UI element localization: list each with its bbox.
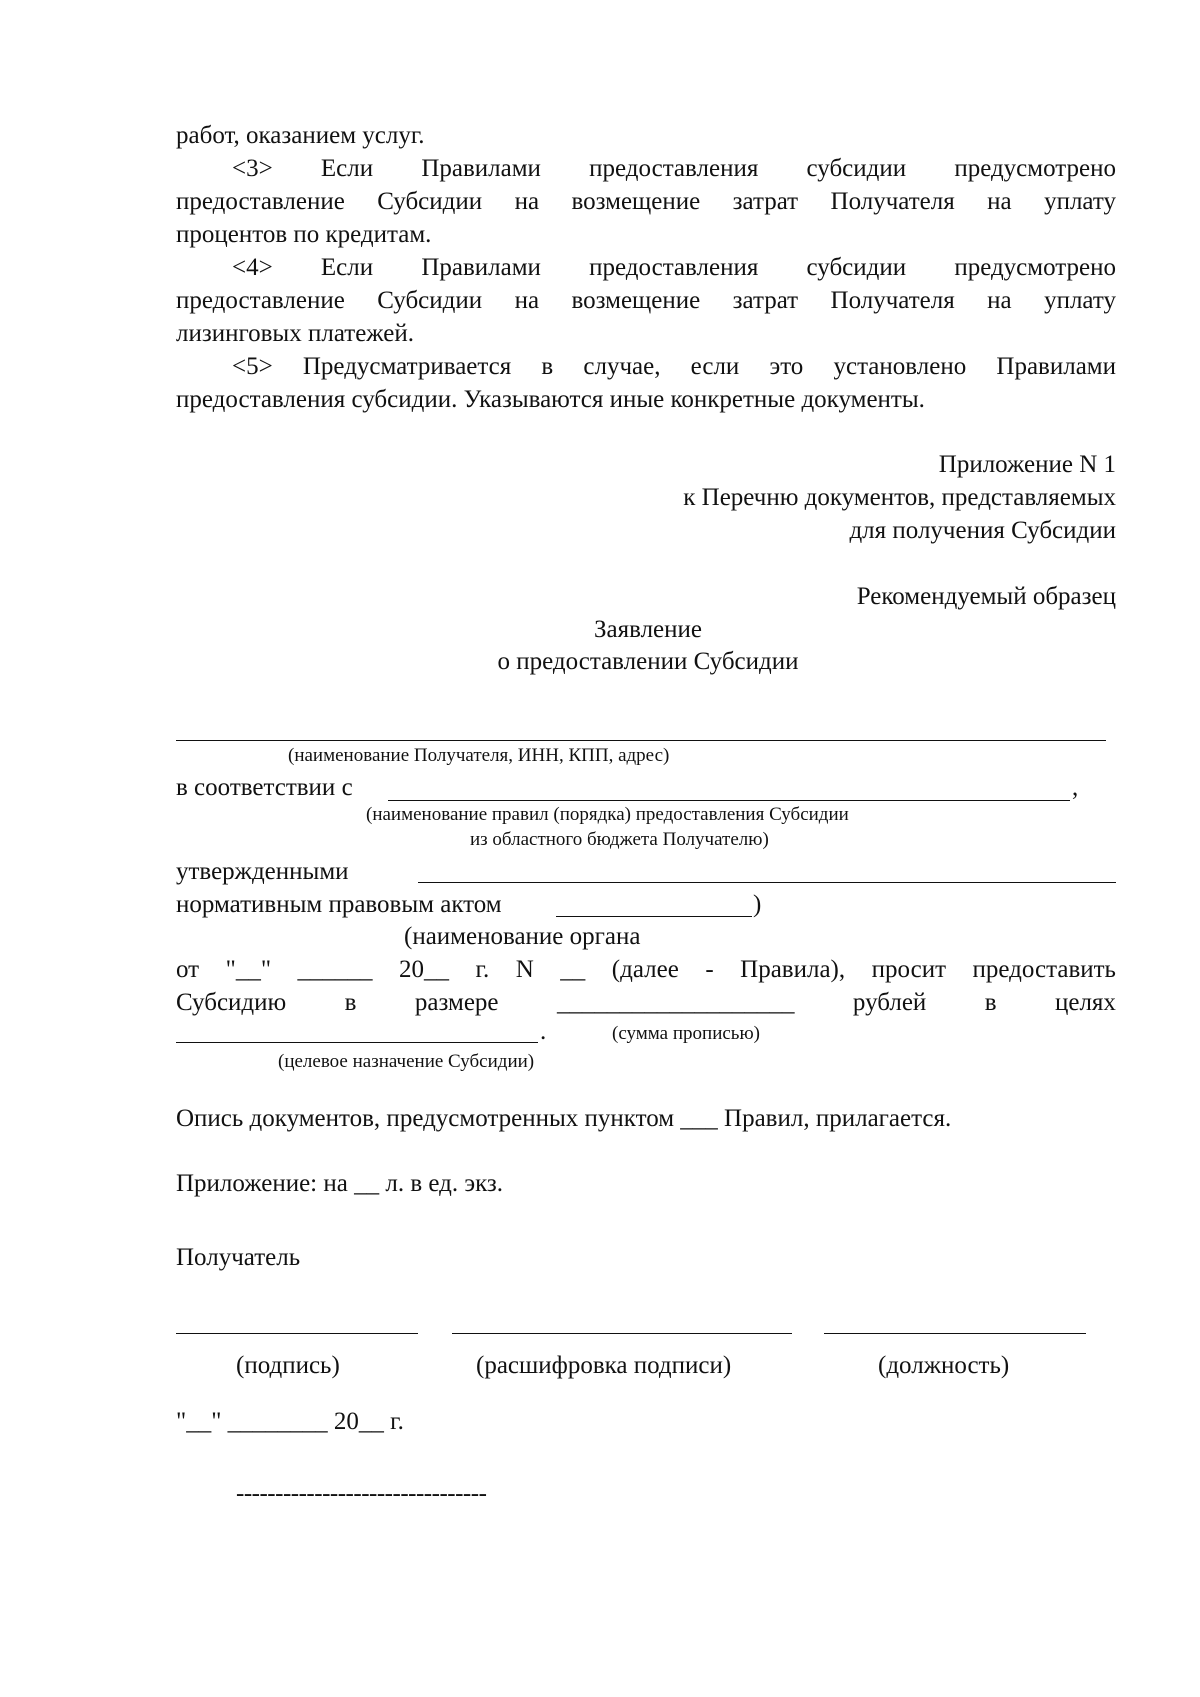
word: Получателя xyxy=(830,188,955,215)
appendix-line-3: для получения Субсидии xyxy=(849,517,1116,544)
rules-name-line[interactable] xyxy=(388,800,1070,801)
word: __ xyxy=(560,956,586,983)
word: на xyxy=(514,188,540,215)
word: на xyxy=(987,287,1012,314)
recipient-name-line[interactable] xyxy=(176,740,1106,741)
word: <5> xyxy=(232,353,273,380)
inventory-statement: Опись документов, предусмотренных пунктом ___ Правил, прилагается. xyxy=(176,1105,952,1132)
word: возмещение xyxy=(571,287,701,314)
position-label: (должность) xyxy=(878,1352,1010,1379)
word: Если xyxy=(320,155,374,182)
word: целях xyxy=(1054,989,1116,1016)
appendix-number: Приложение N 1 xyxy=(938,451,1116,478)
word: Правила), xyxy=(740,956,846,983)
hint-rules-2: из областного бюджета Получателю) xyxy=(470,829,769,850)
word: <3> xyxy=(232,155,273,182)
signature-decode-line[interactable] xyxy=(452,1333,792,1334)
word: если xyxy=(690,353,740,380)
word: - xyxy=(705,956,714,983)
footnote-tail: работ, оказанием услуг. xyxy=(176,122,425,149)
word: ______ xyxy=(297,956,373,983)
word: рублей xyxy=(852,989,927,1016)
footnote-5-line-2: предоставления субсидии. Указываются иные конкретные документы. xyxy=(176,386,925,413)
footnote-4-line-3: лизинговых платежей. xyxy=(176,320,414,347)
signature-label: (подпись) xyxy=(236,1352,340,1379)
word: предусмотрено xyxy=(954,254,1116,281)
normative-act-label: нормативным правовым актом xyxy=(176,891,502,918)
word: (далее xyxy=(611,956,679,983)
paren-close: ) xyxy=(753,891,762,918)
word: "__" xyxy=(225,956,272,983)
word: случае, xyxy=(583,353,661,380)
word: г. xyxy=(475,956,490,983)
recipient-label: Получатель xyxy=(176,1244,301,1271)
purpose-line[interactable] xyxy=(176,1042,538,1043)
footnote-4-line-1 xyxy=(232,252,1116,284)
word: Предусматривается xyxy=(302,353,512,380)
word: предоставление xyxy=(176,188,345,215)
word: Правилами xyxy=(421,254,541,281)
word: в xyxy=(984,989,997,1016)
word: просит xyxy=(871,956,947,983)
purpose-dot: . xyxy=(540,1018,547,1045)
word: Субсидии xyxy=(377,188,483,215)
footnote-3-line-1 xyxy=(232,153,1116,185)
word: N xyxy=(515,956,534,983)
hint-sum: (сумма прописью) xyxy=(612,1023,760,1044)
hint-purpose: (целевое назначение Субсидии) xyxy=(278,1051,535,1072)
word: субсидии xyxy=(806,155,907,182)
word: предусмотрено xyxy=(954,155,1116,182)
word: субсидии xyxy=(806,254,907,281)
word: <4> xyxy=(232,254,273,281)
footnote-4-line-2 xyxy=(176,285,1116,317)
word: возмещение xyxy=(571,188,701,215)
signature-decode-label: (расшифровка подписи) xyxy=(476,1352,732,1379)
date-line xyxy=(176,954,1116,986)
appendix-line-2: к Перечню документов, представляемых xyxy=(683,484,1116,511)
word: в xyxy=(344,989,357,1016)
word: Субсидию xyxy=(176,989,287,1016)
word: установлено xyxy=(833,353,967,380)
word: Субсидии xyxy=(377,287,483,314)
attachment-statement: Приложение: на __ л. в ед. экз. xyxy=(176,1170,504,1197)
word: Правилами xyxy=(421,155,541,182)
footnote-3-line-2 xyxy=(176,186,1116,218)
word: предоставления xyxy=(589,155,759,182)
position-line[interactable] xyxy=(824,1333,1086,1334)
word: на xyxy=(987,188,1012,215)
word: 20__ xyxy=(399,956,450,983)
word: Получателя xyxy=(830,287,955,314)
normative-act-line[interactable] xyxy=(556,916,752,917)
sample-label: Рекомендуемый образец xyxy=(856,583,1116,610)
amount-line xyxy=(176,987,1116,1019)
document-title: Заявление xyxy=(593,616,703,643)
footnote-3-line-3: процентов по кредитам. xyxy=(176,221,432,248)
word: в xyxy=(541,353,554,380)
hint-organ: (наименование органа xyxy=(404,923,641,950)
approved-line[interactable] xyxy=(418,882,1116,883)
approved-label: утвержденными xyxy=(176,858,349,885)
word: на xyxy=(514,287,540,314)
signature-line[interactable] xyxy=(176,1333,418,1334)
in-accordance-label: в соответствии с xyxy=(176,774,353,801)
word: уплату xyxy=(1044,287,1116,314)
word: от xyxy=(176,956,200,983)
word: это xyxy=(769,353,804,380)
hint-rules-1: (наименование правил (порядка) предоставления Субсидии xyxy=(366,804,849,825)
hint-recipient: (наименование Получателя, ИНН, КПП, адрес) xyxy=(288,745,670,766)
word: уплату xyxy=(1044,188,1116,215)
word: предоставить xyxy=(972,956,1116,983)
word: Если xyxy=(320,254,374,281)
footnote-separator: -------------------------------- xyxy=(236,1480,487,1507)
comma: , xyxy=(1072,774,1079,801)
word: предоставление xyxy=(176,287,345,314)
word: затрат xyxy=(732,287,799,314)
word: ___________________ xyxy=(556,989,795,1016)
date-bottom: "__" ________ 20__ г. xyxy=(176,1408,404,1435)
footnote-5-line-1 xyxy=(232,351,1116,383)
word: затрат xyxy=(732,188,799,215)
document-subtitle: о предоставлении Субсидии xyxy=(497,648,799,675)
word: размере xyxy=(414,989,499,1016)
word: предоставления xyxy=(589,254,759,281)
word: Правилами xyxy=(996,353,1116,380)
